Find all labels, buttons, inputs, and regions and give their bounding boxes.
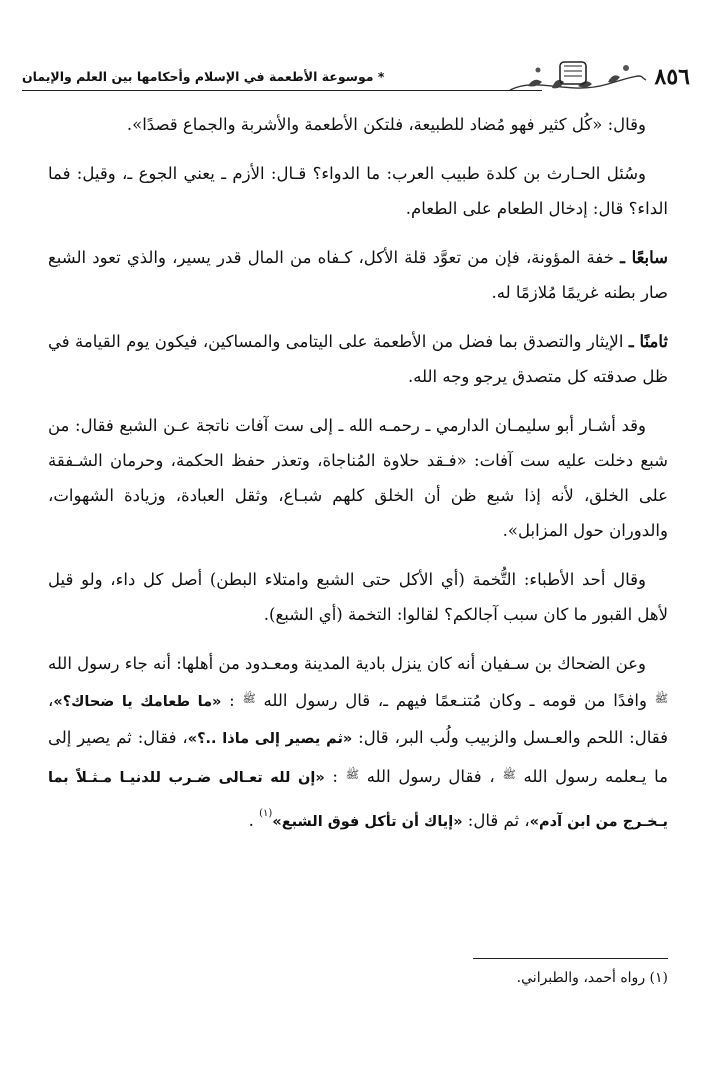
paragraph-2: وسُئل الحـارث بن كلدة طبيب العرب: ما الدواء؟ قـال: الأزم ـ يعني الجوع ـ، وقيل: فما الداء؟ قال: إدخال الطعام على الطعام. — [48, 164, 668, 218]
paragraph-3-lead: سابعًا ـ — [620, 248, 669, 267]
p7-text-a: وعن الضحاك بن سـفيان أنه كان ينزل بادية المدينة ومعـدود من أهلها: أنه جاء رسول الله — [48, 654, 646, 673]
paragraph-4-lead: ثامنًا ـ — [628, 332, 669, 351]
floral-ornament-icon — [508, 56, 648, 100]
p7-text-b: وافدًا من قومه ـ وكان مُتنـعمًا فيهم ـ، قال رسول الله — [255, 691, 655, 710]
paragraph-4 — [48, 324, 668, 394]
paragraph-1: وقال: «كُل كثير فهو مُضاد للطبيعة، فلتكن الأطعمة والأشربة والجماع قصدًا». — [126, 115, 646, 134]
page-header — [22, 60, 690, 100]
footnote-marker: (١) — [259, 808, 273, 819]
page-number: ٨٥٦ — [654, 64, 690, 90]
p7-text-e: ، فقال: ثم يصير إلى ما يـعلمه رسول الله — [48, 728, 669, 786]
hadith-quote-1: «ما طعامك يا ضحاك؟» — [53, 694, 222, 710]
salla-symbol: ﷺ — [242, 692, 256, 705]
p7-text-f: ، فقال رسول الله — [359, 767, 503, 786]
paragraph-5: وقد أشـار أبو سليمـان الدارمي ـ رحمـه الله ـ إلى ست آفات ناتجة عـن الشبع فقال: من شبع دخلت عليه ست آفات: «فـقد حلاوة المُناجاة، وتعذر حفظ الحكمة، وحرمان الشـفقة على الخلق، لأنه إذا شبع ظن أن الخلق كلهم شبـاع، وثقل العبادة، وزيادة الشهوات، والدوران حول المزابل». — [48, 416, 668, 540]
hadith-quote-2: «ثم يصير إلى ماذا ..؟» — [187, 731, 353, 747]
paragraph-7 — [48, 646, 668, 840]
paragraph-4-text: الإيثار والتصدق بما فضل من الأطعمة على اليتامى والمساكين، فيكون يوم القيامة في ظل صدقته كل متصدق يرجو وجه الله. — [48, 332, 668, 386]
hadith-quote-4: «إياك أن تأكل فوق الشبع» — [272, 814, 463, 830]
footnote-rule — [473, 958, 668, 959]
salla-symbol: ﷺ — [654, 692, 668, 705]
header-rule — [22, 90, 542, 91]
salla-symbol: ﷺ — [502, 768, 516, 781]
main-text — [48, 107, 668, 854]
p7-text-c: : — [221, 691, 243, 710]
p7-text-d: ، فقال: اللحم والعـسل والزبيب ولُب البر، قال: — [48, 691, 668, 747]
p7-text-h: ، ثم قال: — [462, 811, 530, 830]
footnote: (١) رواه أحمد، والطبراني. — [516, 970, 668, 986]
p7-text-end: . — [248, 811, 260, 830]
paragraph-3-text: خفة المؤونة، فإن من تعوَّد قلة الأكل، كـفاه من المال قدر يسير، والذي تعود الشبع صار بطنه غريمًا مُلازمًا له. — [48, 248, 668, 302]
salla-symbol: ﷺ — [345, 768, 360, 781]
p7-text-g: : — [324, 767, 346, 786]
hadith-quote-3: «إن لله تعـالى ضـرب للدنيـا مـثـلاً بما يـخـرج من ابن آدم» — [48, 770, 668, 830]
paragraph-6: وقال أحد الأطباء: التُّخمة (أي الأكل حتى الشبع وامتلاء البطن) أصل كل داء، ولو قيل لأهل القبور ما كان سبب آجالكم؟ لقالوا: التخمة (أي الشبع). — [48, 570, 668, 624]
paragraph-3 — [48, 240, 668, 310]
running-title: * موسوعة الأطعمة في الإسلام وأحكامها بين العلم والإيمان — [22, 69, 385, 84]
